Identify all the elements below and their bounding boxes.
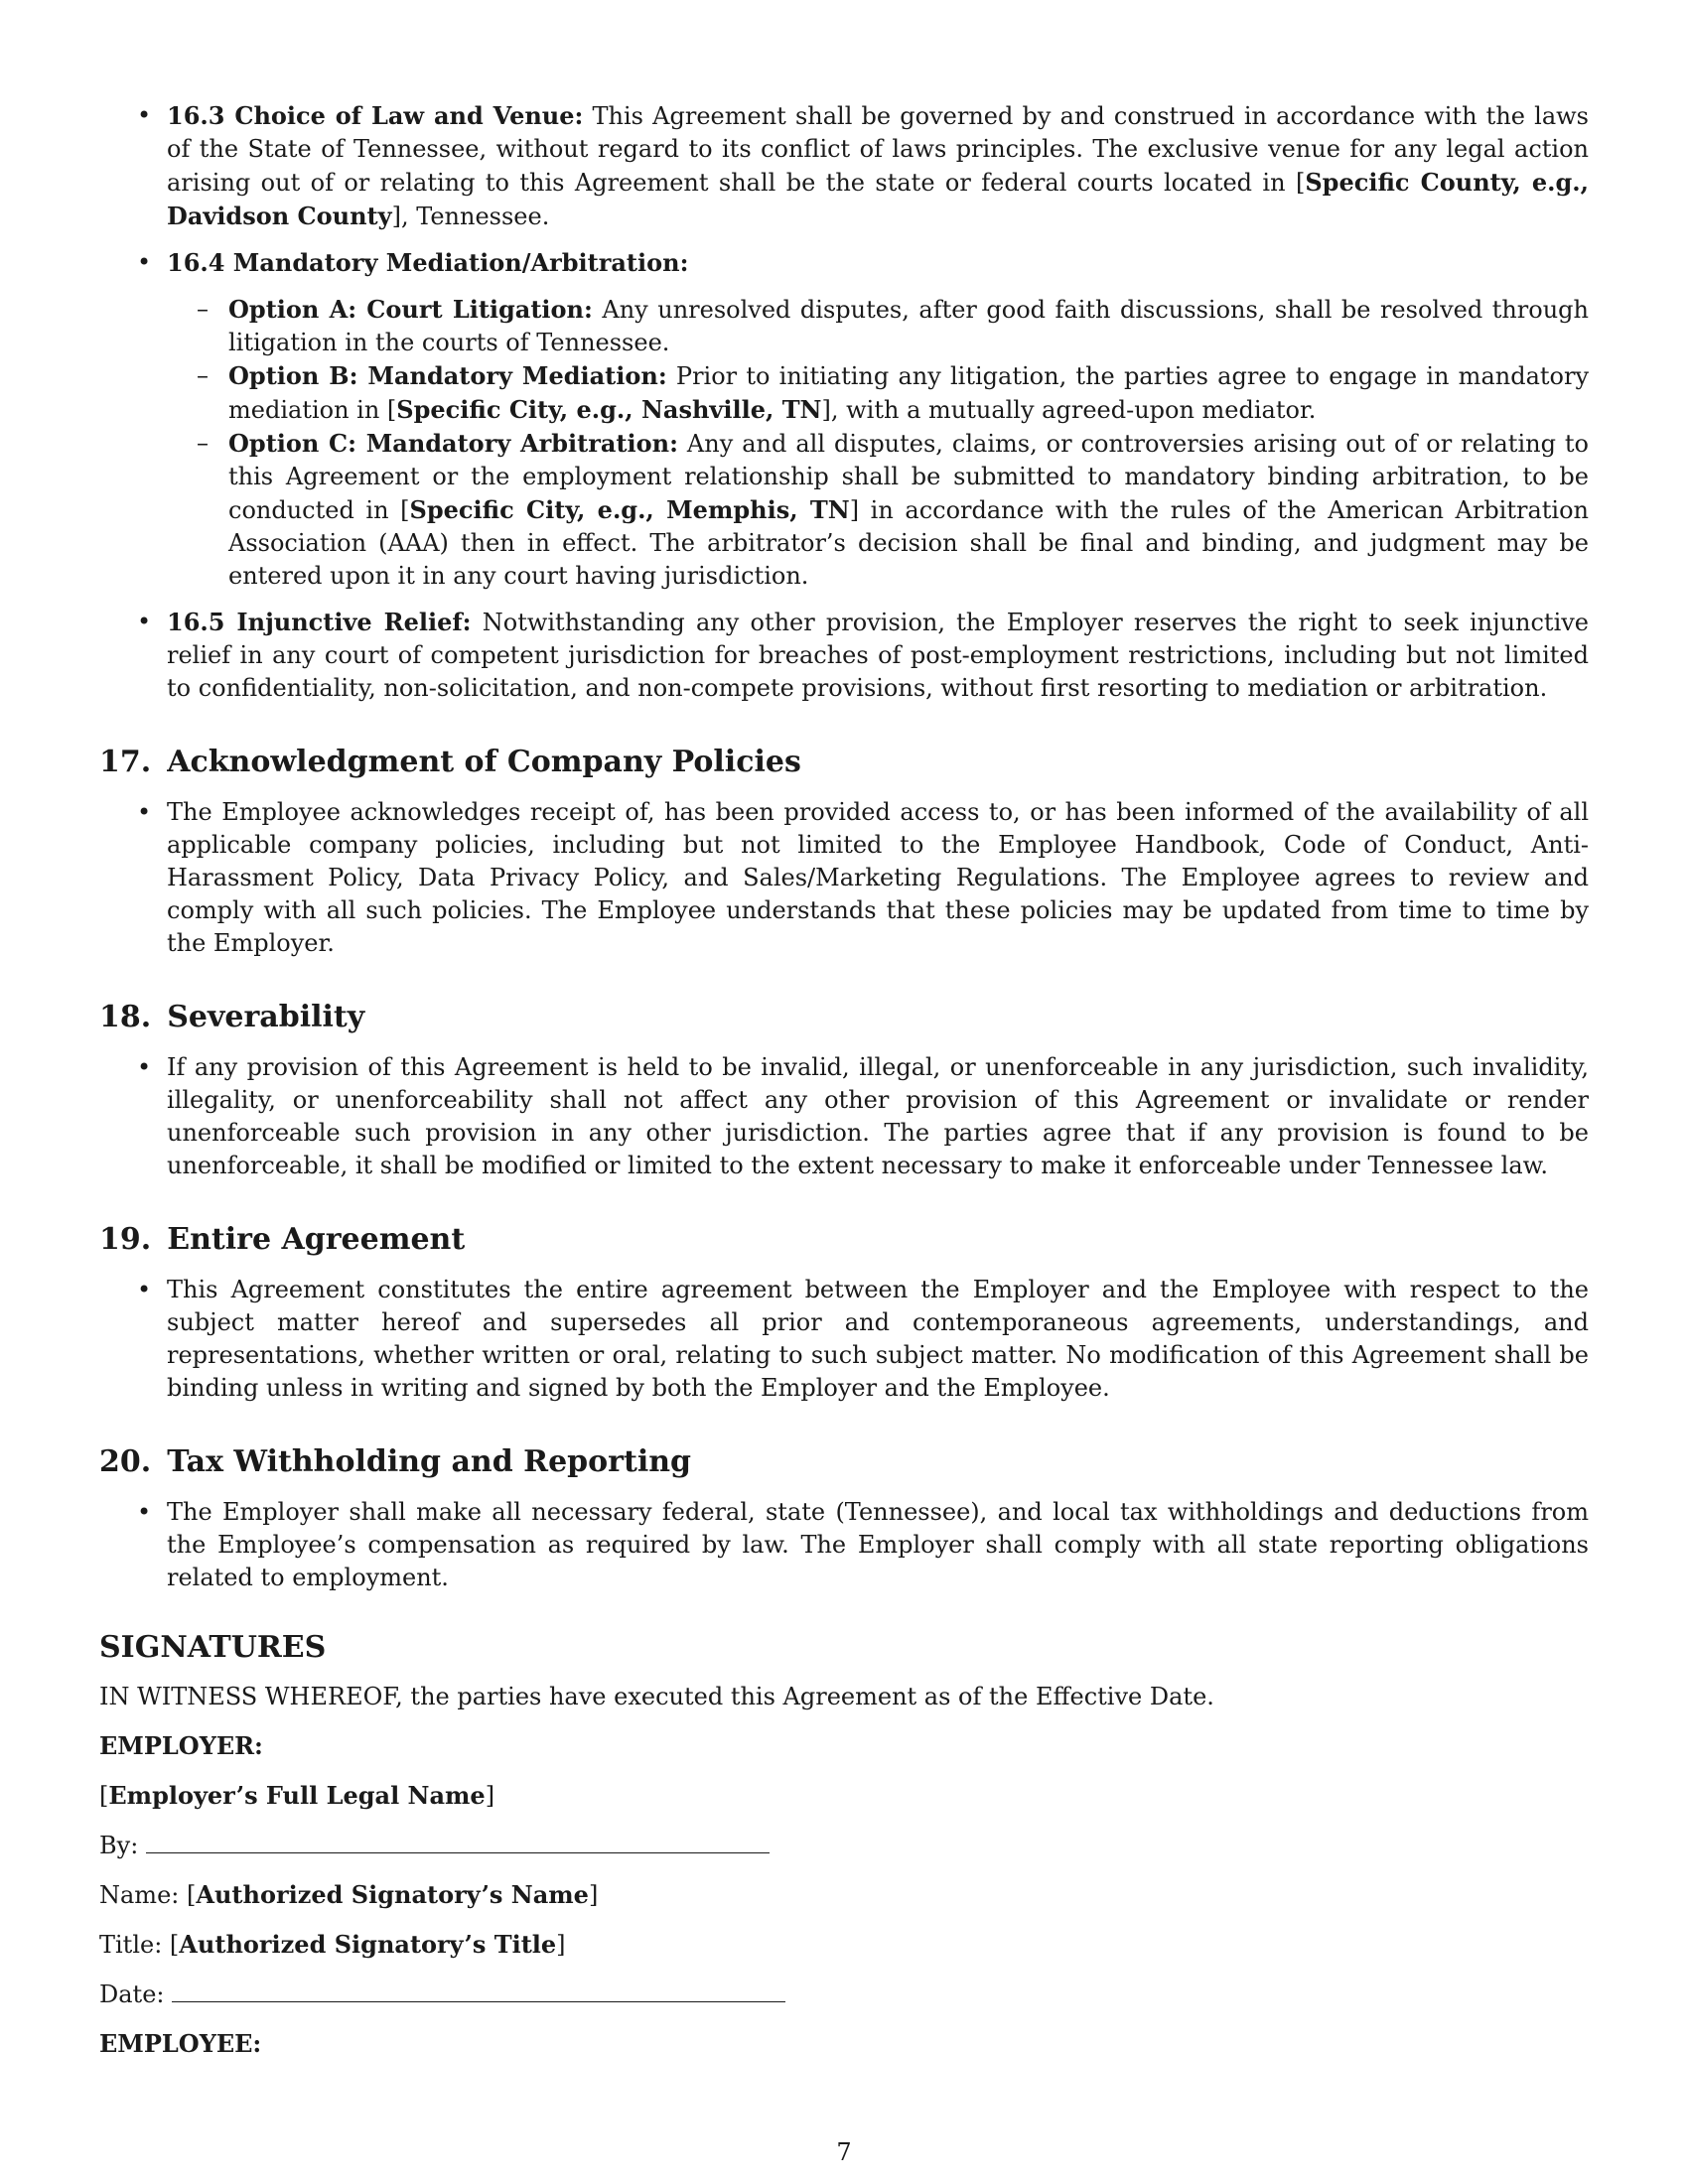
section-19-item: • This Agreement constitutes the entire agreement between the Employer and the Employee with respect to the subject matter hereof and supersedes all prior and contemporaneous agreements, understandings, and representations, whether written or oral, relating to such subject matter. No modification of this Agreement shall be binding unless in writing and signed by both the Employer and the Employee. [99,1274,1589,1405]
date-line: Date: [99,1978,1589,2011]
section-19-heading: 19. Entire Agreement [99,1222,466,1257]
option-a: – Option A: Court Litigation: Any unresolved disputes, after good faith discussions, shall be resolved through litigation in the courts of Tennessee. [167,293,1589,359]
by-line: By: [99,1829,1589,1862]
witness-statement: IN WITNESS WHEREOF, the parties have executed this Agreement as of the Effective Date. [99,1683,1214,1710]
signature-blank [146,1831,770,1853]
section-17-item: • The Employee acknowledges receipt of, has been provided access to, or has been informed of the availability of all applicable company policies, including but not limited to the Employee Handbook, Code of Conduct, Anti-Harassment Policy, Data Privacy Policy, and Sales/Marketing Regulations. The Employee agrees to review and comply with all such policies. The Employee understands that these policies may be updated from time to time by the Employer. [99,796,1589,960]
clause-16-5: • 16.5 Injunctive Relief: Notwithstanding any other provision, the Employer reserves the right to seek injunctive relief in any court of competent jurisdiction for breaches of post-employment restrictions, including but not limited to confidentiality, non-solicitation, and non-compete provisions, without first resorting to mediation or arbitration. [99,606,1589,705]
clause-label: 16.3 Choice of Law and Venue: [167,101,584,130]
clause-16-4 [99,246,1589,593]
section-18-item: • If any provision of this Agreement is held to be invalid, illegal, or unenforceable in any jurisdiction, such invalidity, illegality, or unenforceability shall not affect any other provision of this Agreement or invalidate or render unenforceable such provision in any other jurisdiction. The parties agree that if any provision is found to be unenforceable, it shall be modified or limited to the extent necessary to make it enforceable under Tennessee law. [99,1051,1589,1182]
employer-label: EMPLOYER: [99,1731,263,1760]
section-16-list [99,99,1589,705]
title-line: Title: [Authorized Signatory’s Title] [99,1930,566,1959]
option-b: – Option B: Mandatory Mediation: Prior to initiating any litigation, the parties agree to engage in mandatory mediation in [Specific City, e.g., Nashville, TN], with a mutually agreed-upon mediator. [167,359,1589,427]
section-19-list [99,1274,1589,1405]
employee-label: EMPLOYEE: [99,2029,262,2058]
section-17-list [99,796,1589,960]
clause-label: 16.4 Mandatory Mediation/Arbitration: [167,248,689,277]
employer-name: [Employer’s Full Legal Name] [99,1781,495,1810]
option-c: – Option C: Mandatory Arbitration: Any and all disputes, claims, or controversies arising out of or relating to this Agreement or the employment relationship shall be submitted to mandatory binding arbitration, to be conducted in [Specific City, e.g., Memphis, TN] in accordance with the rules of the American Arbitration Association (AAA) then in effect. The arbitrator’s decision shall be final and binding, and judgment may be entered upon it in any court having jurisdiction. [167,427,1589,593]
date-blank [172,1979,785,2002]
clause-16-3: • 16.3 Choice of Law and Venue: This Agreement shall be governed by and construed in accordance with the laws of the State of Tennessee, without regard to its conflict of laws principles. The exclusive venue for any legal action arising out of or relating to this Agreement shall be the state or federal courts located in [Specific County, e.g., Davidson County], Tennessee. [99,99,1589,233]
section-20-list [99,1496,1589,1594]
section-20-item: • The Employer shall make all necessary federal, state (Tennessee), and local tax withholdings and deductions from the Employee’s compensation as required by law. The Employer shall comply with all state reporting obligations related to employment. [99,1496,1589,1594]
section-17-heading: 17. Acknowledgment of Company Policies [99,745,801,779]
document-page [99,99,1589,2077]
options-list [167,293,1589,593]
section-20-heading: 20. Tax Withholding and Reporting [99,1444,692,1479]
name-line: Name: [Authorized Signatory’s Name] [99,1880,599,1909]
clause-label: 16.5 Injunctive Relief: [167,608,472,636]
signatures-heading: SIGNATURES [99,1630,327,1665]
section-18-list [99,1051,1589,1182]
page-number: 7 [836,2138,852,2166]
section-18-heading: 18. Severability [99,1000,365,1034]
